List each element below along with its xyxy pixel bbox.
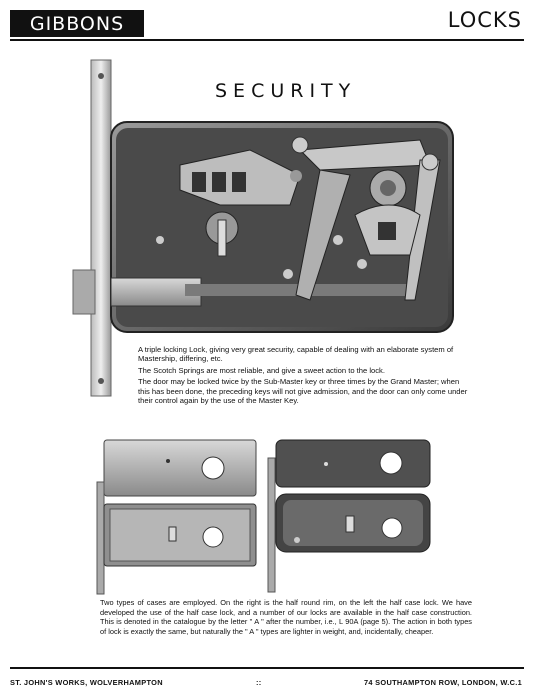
footer-rule: [10, 667, 524, 669]
brand-logo: GIBBONS: [10, 10, 144, 37]
description-block: [138, 345, 468, 407]
footer-separator: ::: [256, 678, 262, 687]
section-title: LOCKS: [447, 8, 522, 32]
description-paragraph: The Scotch Springs are most reliable, and give a sweet action to the lock.: [138, 365, 385, 375]
page-title: SECURITY: [215, 80, 357, 102]
description-paragraph: The door may be locked twice by the Sub-Master key or three times by the Grand Master; when this has been done, the preceding keys will not give admission, and the door can only come under their control again by the use of the Master Key.: [138, 377, 468, 406]
description-paragraph: A triple locking Lock, giving very great security, capable of dealing with an elaborate system of Mastership, differing, etc.: [138, 345, 454, 364]
case-types-caption: Two types of cases are employed. On the right is the half round rim, on the left the half case lock. We have developed the use of the half case lock, and a number of our locks are available in the half case construction. This is denoted in the catalogue by the letter " A " after the number, i.e., L 90A (page 5). The action in both types of lock is exactly the same, but naturally the " A " types are lighter in weight, and, incidentally, cheaper.: [100, 598, 472, 636]
footer-address-right: 74 SOUTHAMPTON ROW, LONDON, W.C.1: [364, 678, 522, 687]
footer-address-left: ST. JOHN'S WORKS, WOLVERHAMPTON: [10, 678, 163, 687]
